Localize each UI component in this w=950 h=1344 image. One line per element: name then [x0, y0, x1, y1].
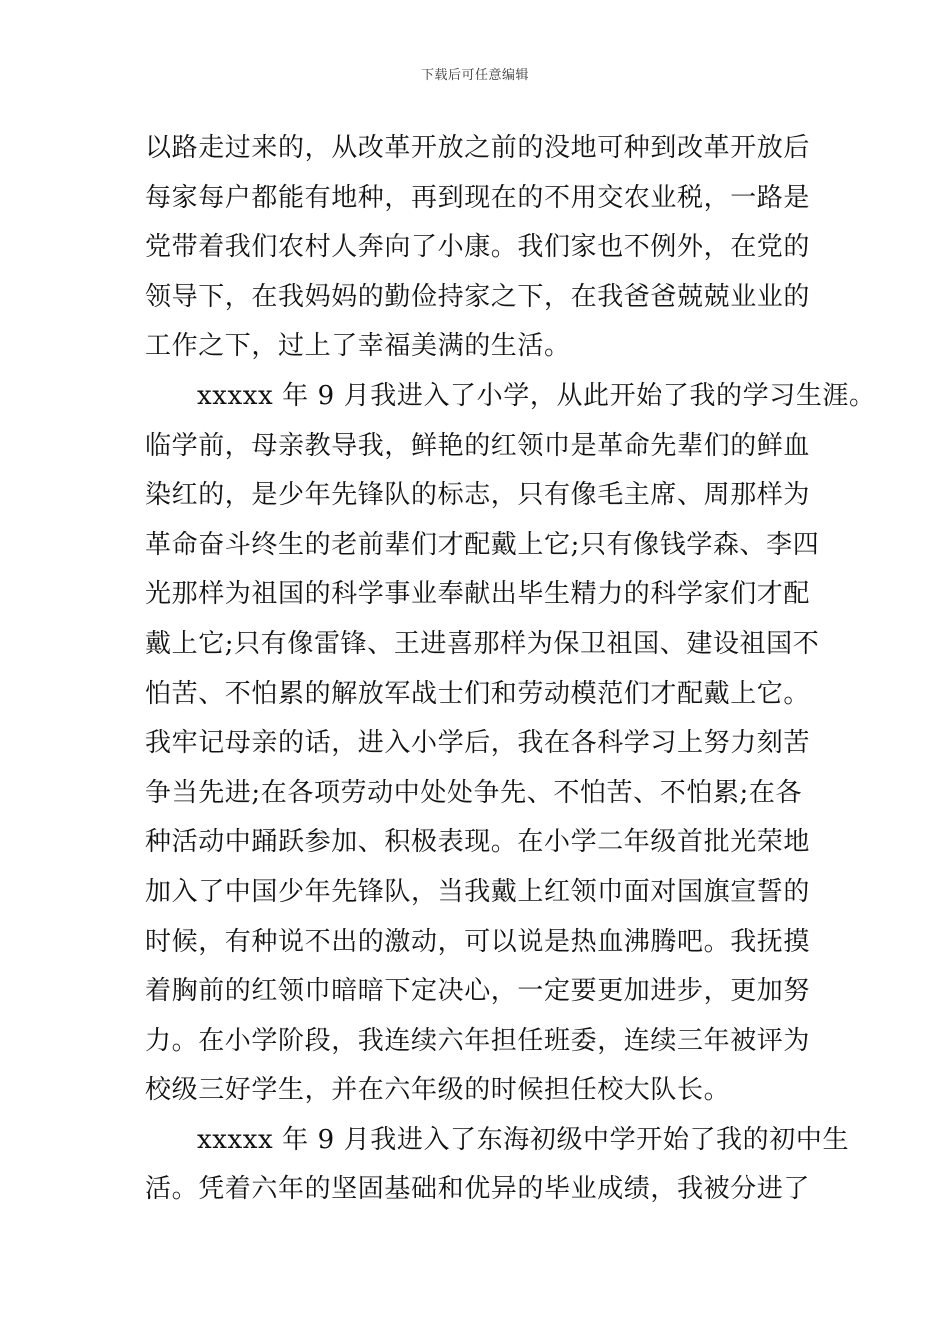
text-line: 种活动中踊跃参加、积极表现。在小学二年级首批光荣地 — [145, 827, 811, 858]
text-line: 加入了中国少年先锋队，当我戴上红领巾面对国旗宣誓的 — [145, 876, 811, 907]
text-line: 以路走过来的，从改革开放之前的没地可种到改革开放后 — [145, 133, 811, 163]
text-line: 临学前，母亲教导我，鲜艳的红领巾是革命先辈们的鲜血 — [145, 430, 811, 461]
text-line: 力。在小学阶段，我连续六年担任班委，连续三年被评为 — [145, 1025, 811, 1056]
page-header: 下载后可任意编辑 — [420, 68, 529, 83]
text-line: 工作之下，过上了幸福美满的生活。 — [145, 331, 571, 362]
text-line: 染红的，是少年先锋队的标志，只有像毛主席、周那样为 — [145, 480, 811, 511]
text-line: 校级三好学生，并在六年级的时候担任校大队长。 — [145, 1075, 731, 1106]
text-line: 党带着我们农村人奔向了小康。我们家也不例外，在党的 — [145, 232, 811, 263]
text-line: 争当先进;在各项劳动中处处争先、不怕苦、不怕累;在各 — [145, 777, 803, 808]
paragraph-start-line: xxxxx 年 9 月我进入了东海初级中学开始了我的初中生 — [197, 1124, 850, 1155]
text-line: 时候，有种说不出的激动，可以说是热血沸腾吧。我抚摸 — [145, 926, 811, 957]
text-line: 戴上它;只有像雷锋、王进喜那样为保卫祖国、建设祖国不 — [145, 628, 820, 659]
text-line: 着胸前的红领巾暗暗下定决心，一定要更加进步，更加努 — [145, 976, 811, 1007]
text-line: 光那样为祖国的科学事业奉献出毕生精力的科学家们才配 — [145, 579, 811, 610]
text-line: 我牢记母亲的话，进入小学后，我在各科学习上努力刻苦 — [145, 728, 811, 759]
text-line: 活。凭着六年的坚固基础和优异的毕业成绩，我被分进了 — [145, 1174, 811, 1205]
text-line: 怕苦、不怕累的解放军战士们和劳动模范们才配戴上它。 — [145, 678, 811, 709]
text-line: 每家每户都能有地种，再到现在的不用交农业税，一路是 — [145, 182, 811, 213]
text-line: 革命奋斗终生的老前辈们才配戴上它;只有像钱学森、李四 — [145, 529, 820, 560]
body-text — [145, 124, 876, 1215]
paragraph-start-line: xxxxx 年 9 月我进入了小学，从此开始了我的学习生涯。 — [197, 380, 876, 411]
text-line: 领导下，在我妈妈的勤俭持家之下，在我爸爸兢兢业业的 — [145, 281, 811, 312]
